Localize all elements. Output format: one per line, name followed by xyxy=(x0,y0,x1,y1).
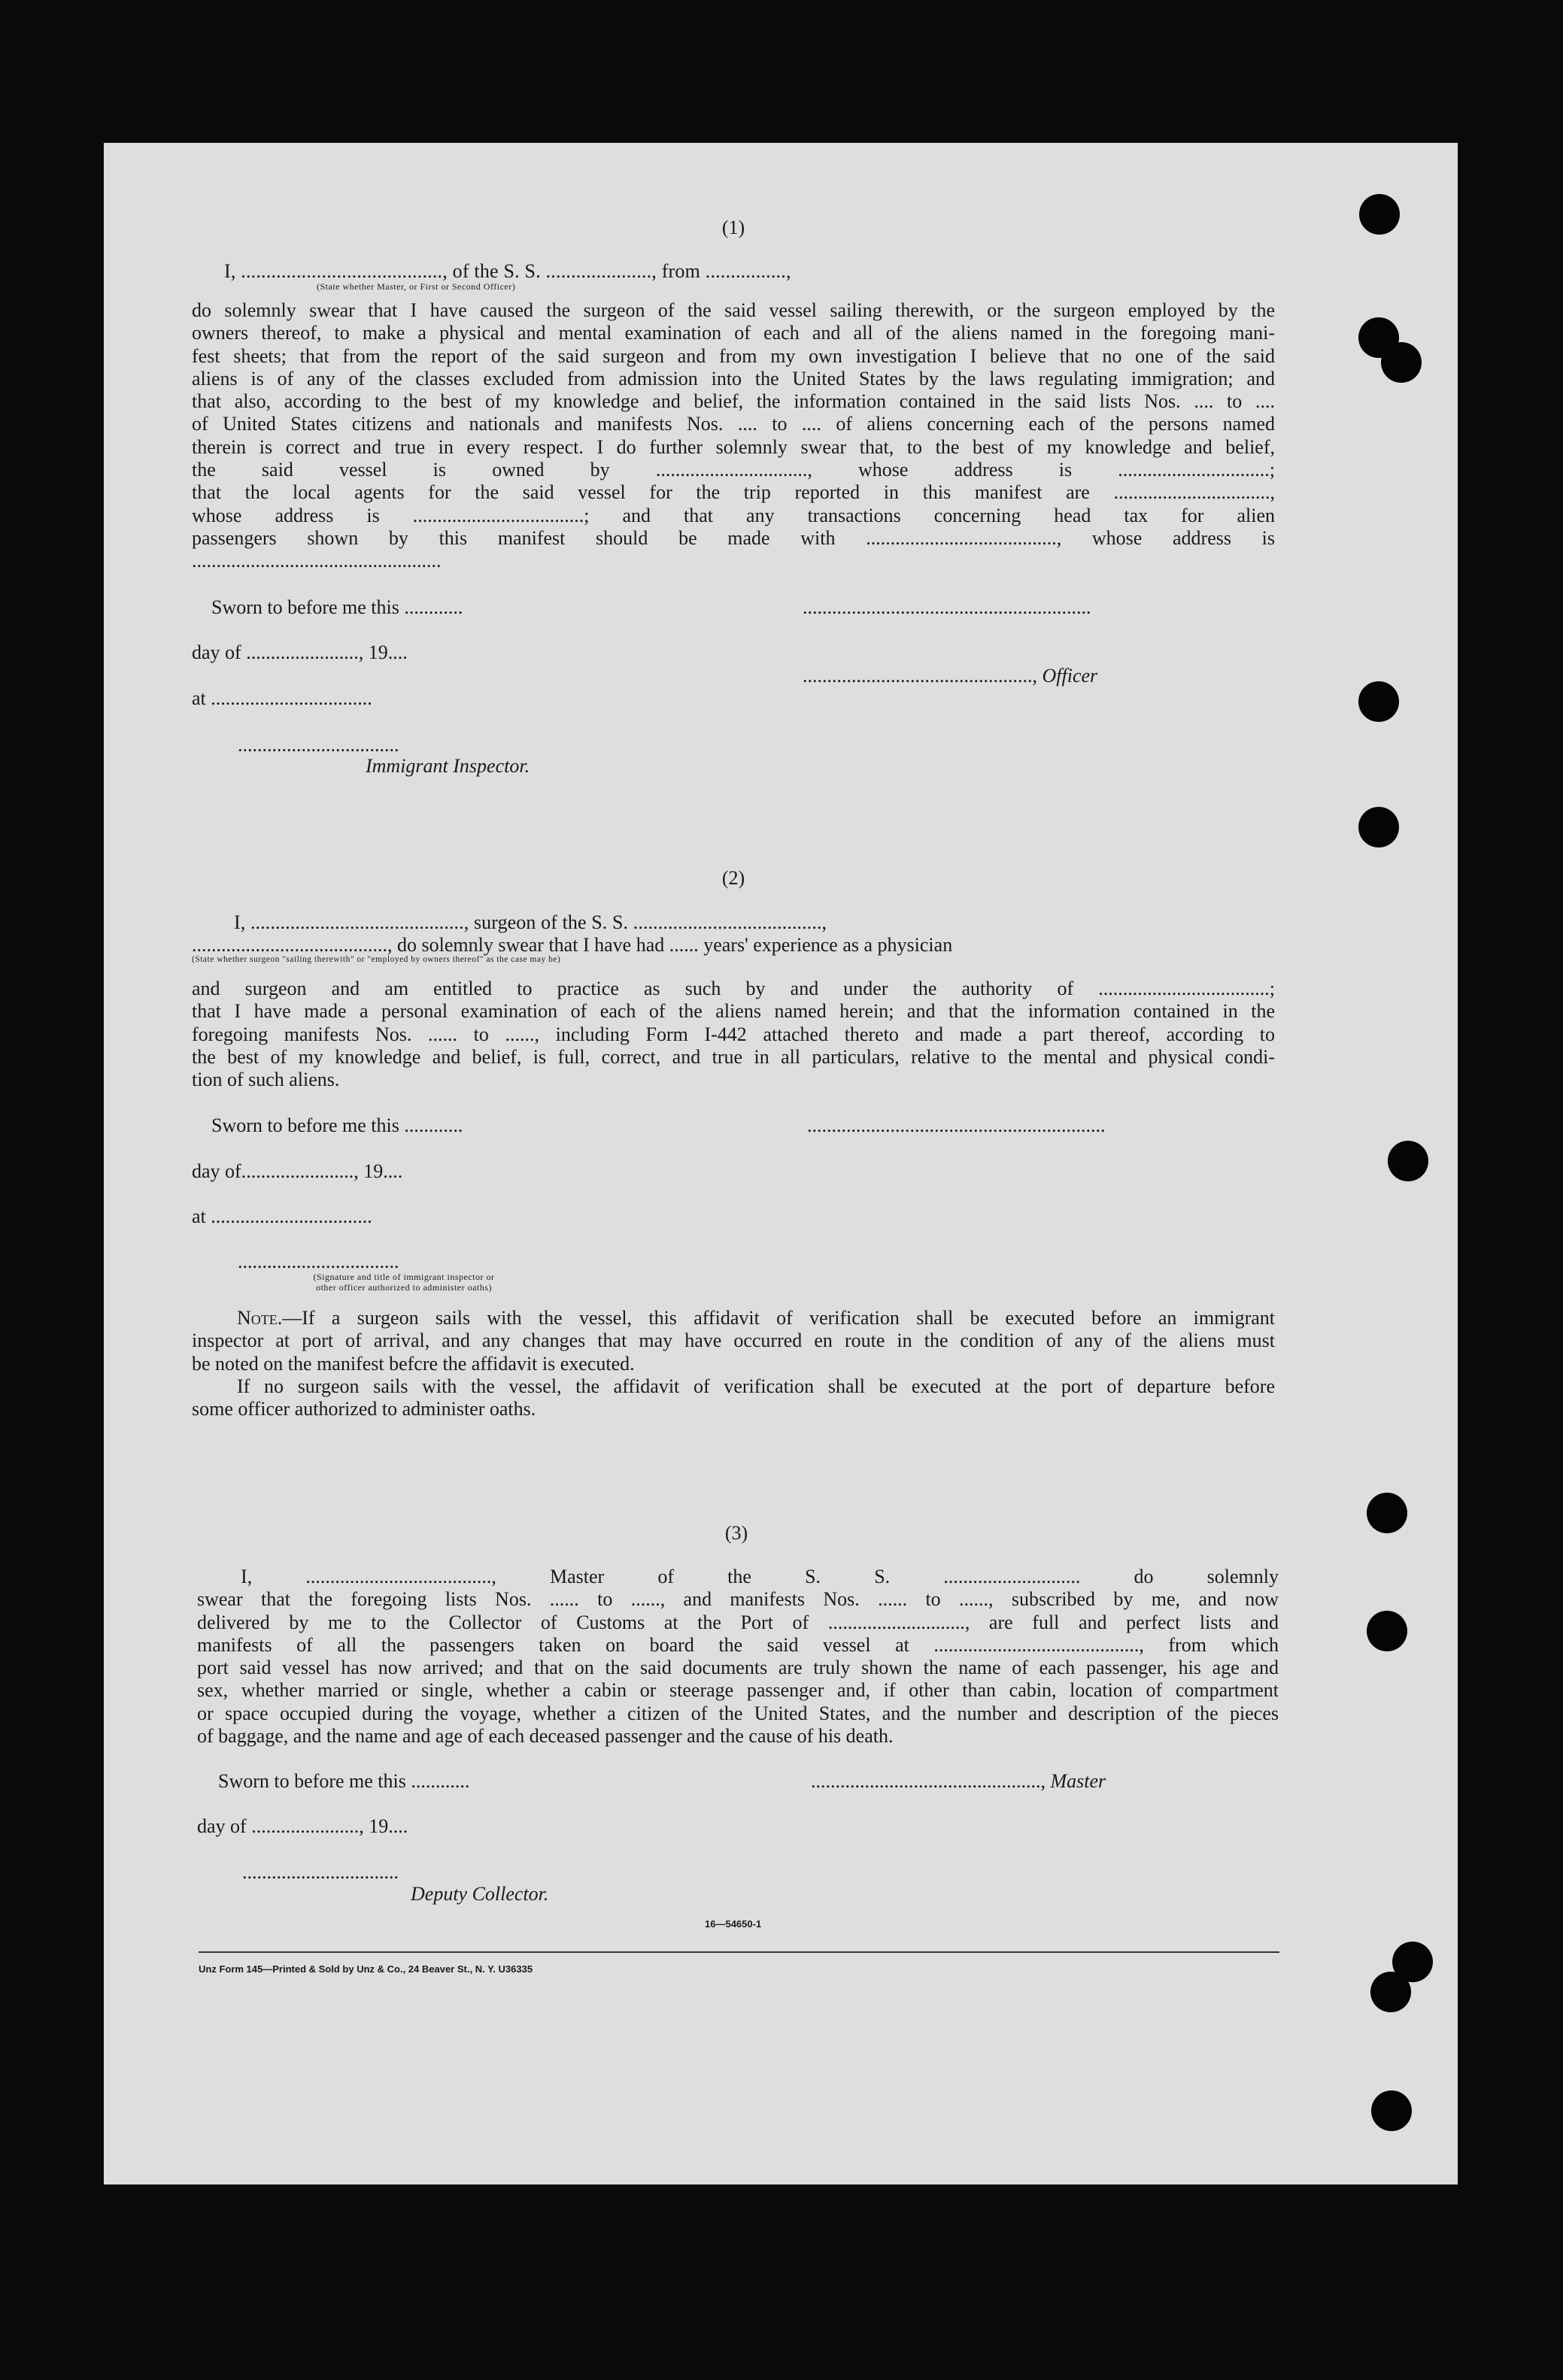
oath-line: of United States citizens and nationals and manifests Nos. .... to .... of aliens concerning each of the persons named xyxy=(192,413,1275,435)
section-2-inspector-signature-line: ................................. xyxy=(238,1251,399,1272)
oath-line: owners thereof, to make a physical and mental examination of each and all of the aliens named in the foregoing mani- xyxy=(192,322,1275,344)
punch-hole xyxy=(1358,681,1399,722)
punch-hole xyxy=(1359,194,1400,235)
section-2-at-line: at ................................. xyxy=(192,1205,372,1227)
punch-hole xyxy=(1370,1972,1411,2012)
note-line: inspector at port of arrival, and any changes that may have occurred en route in the condition of any of the aliens must xyxy=(192,1329,1275,1352)
oath-line: of baggage, and the name and age of each deceased passenger and the cause of his death. xyxy=(197,1725,894,1748)
section-2-signature-note-1: (Signature and title of immigrant inspector or xyxy=(313,1272,495,1282)
oath-line: delivered by me to the Collector of Customs at the Port of ............................, are full and perfect lists and xyxy=(197,1611,1279,1633)
section-3-master-line xyxy=(811,1772,1106,1791)
punch-hole xyxy=(1358,807,1399,847)
section-1-right-signature-line: ........................................................... xyxy=(803,596,1091,618)
section-2-oath-body xyxy=(192,978,1275,1091)
section-3-number: (3) xyxy=(724,1522,748,1544)
section-3-sworn-line: Sworn to before me this ............ xyxy=(218,1770,470,1792)
note-line: be noted on the manifest befcre the affidavit is executed. xyxy=(192,1352,635,1375)
oath-line: sex, whether married or single, whether a cabin or steerage passenger and, if other than cabin, location of compartment xyxy=(197,1679,1279,1702)
section-2-day-line: day of......................., 19.... xyxy=(192,1160,403,1182)
note-line: some officer authorized to administer oaths. xyxy=(192,1398,536,1420)
officer-label: Officer xyxy=(1042,665,1098,687)
section-3-oath-body xyxy=(197,1566,1279,1748)
section-1-officer-line xyxy=(803,666,1097,686)
note-line: If no surgeon sails with the vessel, the affidavit of verification shall be executed at the port of departure before xyxy=(237,1375,1275,1397)
master-signature-dots: ..............................................., xyxy=(811,1770,1051,1792)
section-2-line-2: ........................................, do solemnly swear that I have had ...... years' experience as a physician xyxy=(192,934,953,956)
note-label: Note. xyxy=(237,1307,283,1329)
section-2-number: (2) xyxy=(721,867,745,889)
section-1-oath-body xyxy=(192,299,1275,573)
oath-line: that I have made a personal examination of each of the aliens named herein; and that the information contained in the xyxy=(192,1000,1275,1023)
section-2-note xyxy=(192,1307,1275,1420)
oath-line: that the local agents for the said vessel for the trip reported in this manifest are ................................, xyxy=(192,481,1275,504)
oath-line: aliens is of any of the classes excluded from admission into the United States by the laws regulating immigration; and xyxy=(192,367,1275,390)
punch-hole xyxy=(1381,342,1422,383)
section-1-at-line: at ................................. xyxy=(192,687,372,709)
section-1-inspector-label: Immigrant Inspector. xyxy=(366,755,530,777)
section-1-number: (1) xyxy=(721,217,745,238)
punch-hole xyxy=(1367,1611,1407,1651)
oath-line: ................................................... xyxy=(192,550,442,572)
section-1-opening-line: I, ........................................, of the S. S. ....................., from ................, xyxy=(224,260,791,282)
oath-line: tion of such aliens. xyxy=(192,1069,340,1091)
section-2-line-2-note: (State whether surgeon "sailing therewith" or "employed by owners thereof" as the case may be) xyxy=(192,955,561,964)
section-2-line-1: I, ..........................................., surgeon of the S. S. ......................................, xyxy=(234,911,827,933)
note-text: —If a surgeon sails with the vessel, this affidavit of verification shall be executed before an immigrant xyxy=(282,1307,1275,1329)
section-3-collector-label: Deputy Collector. xyxy=(411,1883,549,1905)
section-1-inspector-signature-line: ................................. xyxy=(238,734,399,756)
oath-line: that also, according to the best of my knowledge and belief, the information contained in the said lists Nos. .... to .... xyxy=(192,390,1275,413)
oath-line: port said vessel has now arrived; and that on the said documents are truly shown the name of each passenger, his age and xyxy=(197,1657,1279,1679)
oath-line: swear that the foregoing lists Nos. ...... to ......, and manifests Nos. ...... to ......, subscribed by me, and now xyxy=(197,1588,1279,1611)
master-label: Master xyxy=(1050,1770,1106,1792)
oath-line: do solemnly swear that I have caused the surgeon of the said vessel sailing therewith, or the surgeon employed by the xyxy=(192,299,1275,321)
section-1-opening-note: (State whether Master, or First or Second Officer) xyxy=(317,281,516,292)
oath-line: whose address is ...................................; and that any transactions concerning head tax for alien xyxy=(192,504,1275,526)
section-3-collector-signature-line: ................................ xyxy=(242,1861,399,1883)
oath-line: fest sheets; that from the report of the said surgeon and from my own investigation I believe that no one of the said xyxy=(192,344,1275,367)
oath-line: the best of my knowledge and belief, is full, correct, and true in all particulars, relative to the mental and physical condi- xyxy=(192,1045,1275,1068)
form-code: 16—54650-1 xyxy=(705,1918,762,1930)
oath-line: I, ......................................, Master of the S. S. ............................ do solemnly xyxy=(241,1566,1279,1587)
punch-hole xyxy=(1371,2090,1412,2131)
note-line xyxy=(192,1307,1275,1329)
section-2-right-signature-line: ............................................................. xyxy=(807,1114,1106,1136)
oath-line: passengers shown by this manifest should be made with ......................................., whose address is xyxy=(192,526,1275,549)
oath-line: foregoing manifests Nos. ...... to ......, including Form I-442 attached thereto and made a part thereof, according to xyxy=(192,1023,1275,1045)
section-1-sworn-line: Sworn to before me this ............ xyxy=(211,596,463,618)
section-2-signature-note-2: other officer authorized to administer oaths) xyxy=(316,1282,492,1293)
printer-imprint: Unz Form 145—Printed & Sold by Unz & Co., 24 Beaver St., N. Y. U36335 xyxy=(199,1963,533,1975)
section-3-day-line: day of ......................, 19.... xyxy=(197,1815,408,1837)
punch-hole xyxy=(1388,1141,1428,1181)
oath-line: and surgeon and am entitled to practice as such by and under the authority of ...................................; xyxy=(192,978,1275,999)
oath-line: or space occupied during the voyage, whether a citizen of the United States, and the number and description of the pieces xyxy=(197,1702,1279,1724)
punch-hole xyxy=(1367,1493,1407,1533)
officer-signature-dots: ..............................................., xyxy=(803,665,1043,687)
section-1-day-line: day of ......................., 19.... xyxy=(192,641,408,663)
footer-divider xyxy=(199,1951,1279,1953)
section-2-sworn-line: Sworn to before me this ............ xyxy=(211,1114,463,1136)
oath-line: manifests of all the passengers taken on board the said vessel at .........................................., from which xyxy=(197,1633,1279,1656)
oath-line: the said vessel is owned by ..............................., whose address is ...............................; xyxy=(192,459,1275,481)
oath-line: therein is correct and true in every respect. I do further solemnly swear that, to the best of my knowledge and belief, xyxy=(192,435,1275,458)
